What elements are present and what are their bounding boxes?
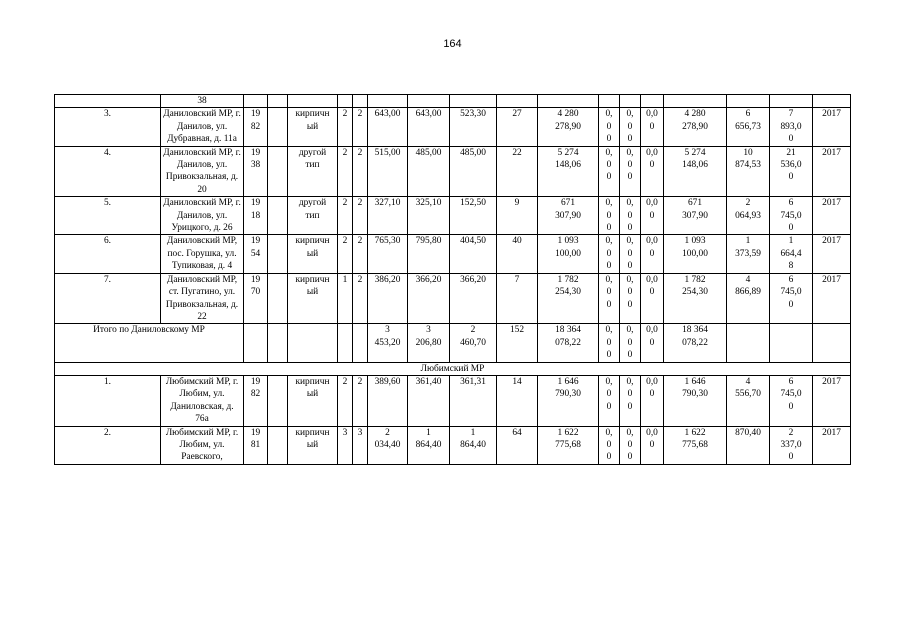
cell-num: 5. [55,197,161,235]
cell-area-res: 366,20 [450,273,497,324]
cell-limit-per-m2: 7 893,0 0 [770,108,813,146]
cell-area-res: 152,50 [450,197,497,235]
total-cell-fund-own: 18 364 078,22 [664,324,727,362]
cell-area-res: 485,00 [450,146,497,197]
cell-fund-own: 5 274 148,06 [664,146,727,197]
cell-residents: 7 [497,273,538,324]
cell-fund-reg: 0, 0 0 [620,273,641,324]
cell-date: 2017 [813,197,851,235]
cell-floors: 2 [338,146,353,197]
cell-fund-fed: 0, 0 0 [599,375,620,426]
cell-entrances: 2 [353,197,368,235]
total-cell-cost-per-m2 [727,324,770,362]
cell-fund-fed: 0, 0 0 [599,146,620,197]
cell-num: 2. [55,426,161,464]
cell-limit-per-m2: 1 664,4 8 [770,235,813,273]
cell-residents: 9 [497,197,538,235]
table-row [55,375,851,426]
cell-cost-total: 671 307,90 [538,197,599,235]
cell-entrances: 2 [353,146,368,197]
cell-residents: 22 [497,146,538,197]
cell-material: кирпичн ый [288,426,338,464]
table-row [55,273,851,324]
cell-material: кирпичн ый [288,273,338,324]
cell-num: 7. [55,273,161,324]
register-table [54,94,851,465]
cell-date: 2017 [813,235,851,273]
cell-material: другой тип [288,146,338,197]
total-cell-material [288,324,338,362]
total-cell-area-res: 2 460,70 [450,324,497,362]
cell-fund-mun: 0,0 0 [641,375,664,426]
cell-fund-mun: 0,0 0 [641,235,664,273]
cell-limit-per-m2: 2 337,0 0 [770,426,813,464]
total-cell-limit-per-m2 [770,324,813,362]
cell-area-living: 366,20 [408,273,450,324]
cell-c4 [268,375,288,426]
cell-area-living: 795,80 [408,235,450,273]
cell-fund-fed: 0, 0 0 [599,273,620,324]
cell-floors: 3 [338,426,353,464]
table-row [55,146,851,197]
cell-fund-own: 4 280 278,90 [664,108,727,146]
cell-address: Любимский МР, г. Любим, ул. Даниловская, д. 76а [161,375,244,426]
cell-c4 [268,273,288,324]
cell-residents: 40 [497,235,538,273]
section-row [55,362,851,375]
cell-c4 [268,108,288,146]
cell-fund-mun: 0,0 0 [641,273,664,324]
total-cell-year [244,324,268,362]
cell-floors: 2 [338,375,353,426]
cell-c4 [268,197,288,235]
cell-cost-total: 1 646 790,30 [538,375,599,426]
table-row [55,426,851,464]
cell-year: 19 38 [244,146,268,197]
cell-limit-per-m2: 21 536,0 0 [770,146,813,197]
cell-cost-per-m2: 2 064,93 [727,197,770,235]
cell-area-living: 1 864,40 [408,426,450,464]
cell-limit-per-m2: 6 745,0 0 [770,197,813,235]
cell-material: другой тип [288,197,338,235]
cell-fund-own: 1 622 775,68 [664,426,727,464]
total-cell-area-total: 3 453,20 [368,324,408,362]
cell-fund-fed: 0, 0 0 [599,426,620,464]
cell-floors: 1 [338,273,353,324]
cell-cost-total: 1 782 254,30 [538,273,599,324]
cell-year: 19 54 [244,235,268,273]
cell-floors: 2 [338,197,353,235]
cell-area-total: 643,00 [368,108,408,146]
cell-residents: 14 [497,375,538,426]
cell-date: 2017 [813,426,851,464]
cell-address: Даниловский МР, г. Данилов, ул. Дубравная, д. 11а [161,108,244,146]
cell-fund-fed: 0, 0 0 [599,197,620,235]
cell-address: Даниловский МР, г. Данилов, ул. Урицкого, д. 26 [161,197,244,235]
cell-area-living: 643,00 [408,108,450,146]
cell-date: 2017 [813,146,851,197]
total-cell-c4 [268,324,288,362]
cell-area-res: 361,31 [450,375,497,426]
cell-year: 19 81 [244,426,268,464]
cell-c4 [268,235,288,273]
cell-fund-mun: 0,0 0 [641,197,664,235]
total-cell-area-living: 3 206,80 [408,324,450,362]
cell-cost-per-m2: 6 656,73 [727,108,770,146]
total-cell-fund-mun: 0,0 0 [641,324,664,362]
cell-num: 4. [55,146,161,197]
cell-area-living: 485,00 [408,146,450,197]
table-row [55,235,851,273]
cell-area-total: 515,00 [368,146,408,197]
cell-material: кирпичн ый [288,375,338,426]
cell-date: 2017 [813,273,851,324]
cell-floors: 2 [338,235,353,273]
cell-fund-own: 1 782 254,30 [664,273,727,324]
total-label: Итого по Даниловскому МР [55,324,244,362]
table-row [55,197,851,235]
cell-num: 6. [55,235,161,273]
cell-area-living: 361,40 [408,375,450,426]
cell-limit-per-m2: 6 745,0 0 [770,375,813,426]
cell-residents: 64 [497,426,538,464]
cell-fund-mun: 0,0 0 [641,146,664,197]
cell-residents: 27 [497,108,538,146]
cell-fund-reg: 0, 0 0 [620,197,641,235]
cell-year: 19 82 [244,375,268,426]
cell-material: кирпичн ый [288,235,338,273]
cell-fund-own: 671 307,90 [664,197,727,235]
cell-date: 2017 [813,375,851,426]
cell-c4 [268,426,288,464]
cell-cost-per-m2: 4 866,89 [727,273,770,324]
cell-area-living: 325,10 [408,197,450,235]
cell-year: 19 70 [244,273,268,324]
continuation-row [55,95,851,108]
total-cell-cost-total: 18 364 078,22 [538,324,599,362]
cell-material: кирпичн ый [288,108,338,146]
cell-address: Даниловский МР, ст. Пугатино, ул. Привокзальная, д. 22 [161,273,244,324]
cell-entrances: 2 [353,108,368,146]
cell-cost-per-m2: 4 556,70 [727,375,770,426]
continuation-cell: 38 [161,95,244,108]
cell-cost-total: 1 093 100,00 [538,235,599,273]
cell-fund-reg: 0, 0 0 [620,375,641,426]
total-cell-floors [338,324,353,362]
cell-address: Даниловский МР, пос. Горушка, ул. Тупиковая, д. 4 [161,235,244,273]
cell-floors: 2 [338,108,353,146]
cell-fund-mun: 0,0 0 [641,108,664,146]
cell-area-total: 327,10 [368,197,408,235]
total-row [55,324,851,362]
cell-cost-per-m2: 870,40 [727,426,770,464]
cell-fund-fed: 0, 0 0 [599,235,620,273]
cell-fund-own: 1 646 790,30 [664,375,727,426]
cell-limit-per-m2: 6 745,0 0 [770,273,813,324]
cell-cost-total: 1 622 775,68 [538,426,599,464]
total-cell-fund-fed: 0, 0 0 [599,324,620,362]
cell-fund-fed: 0, 0 0 [599,108,620,146]
cell-area-res: 404,50 [450,235,497,273]
cell-num: 3. [55,108,161,146]
page-number: 164 [443,38,462,50]
cell-entrances: 2 [353,235,368,273]
cell-entrances: 2 [353,375,368,426]
cell-area-total: 389,60 [368,375,408,426]
cell-area-res: 523,30 [450,108,497,146]
total-cell-date [813,324,851,362]
cell-area-total: 386,20 [368,273,408,324]
cell-date: 2017 [813,108,851,146]
cell-address: Даниловский МР, г. Данилов, ул. Привокзальная, д. 20 [161,146,244,197]
cell-area-res: 1 864,40 [450,426,497,464]
cell-cost-per-m2: 1 373,59 [727,235,770,273]
table-row [55,108,851,146]
total-cell-residents: 152 [497,324,538,362]
cell-year: 19 18 [244,197,268,235]
cell-fund-reg: 0, 0 0 [620,146,641,197]
cell-cost-per-m2: 10 874,53 [727,146,770,197]
section-title: Любимский МР [55,362,851,375]
cell-num: 1. [55,375,161,426]
cell-year: 19 82 [244,108,268,146]
cell-area-total: 2 034,40 [368,426,408,464]
cell-fund-own: 1 093 100,00 [664,235,727,273]
total-cell-fund-reg: 0, 0 0 [620,324,641,362]
cell-fund-reg: 0, 0 0 [620,426,641,464]
cell-fund-mun: 0,0 0 [641,426,664,464]
cell-fund-reg: 0, 0 0 [620,235,641,273]
cell-cost-total: 4 280 278,90 [538,108,599,146]
cell-cost-total: 5 274 148,06 [538,146,599,197]
cell-c4 [268,146,288,197]
cell-fund-reg: 0, 0 0 [620,108,641,146]
cell-entrances: 3 [353,426,368,464]
total-cell-entrances [353,324,368,362]
cell-address: Любимский МР, г. Любим, ул. Раевского, [161,426,244,464]
cell-entrances: 2 [353,273,368,324]
cell-area-total: 765,30 [368,235,408,273]
